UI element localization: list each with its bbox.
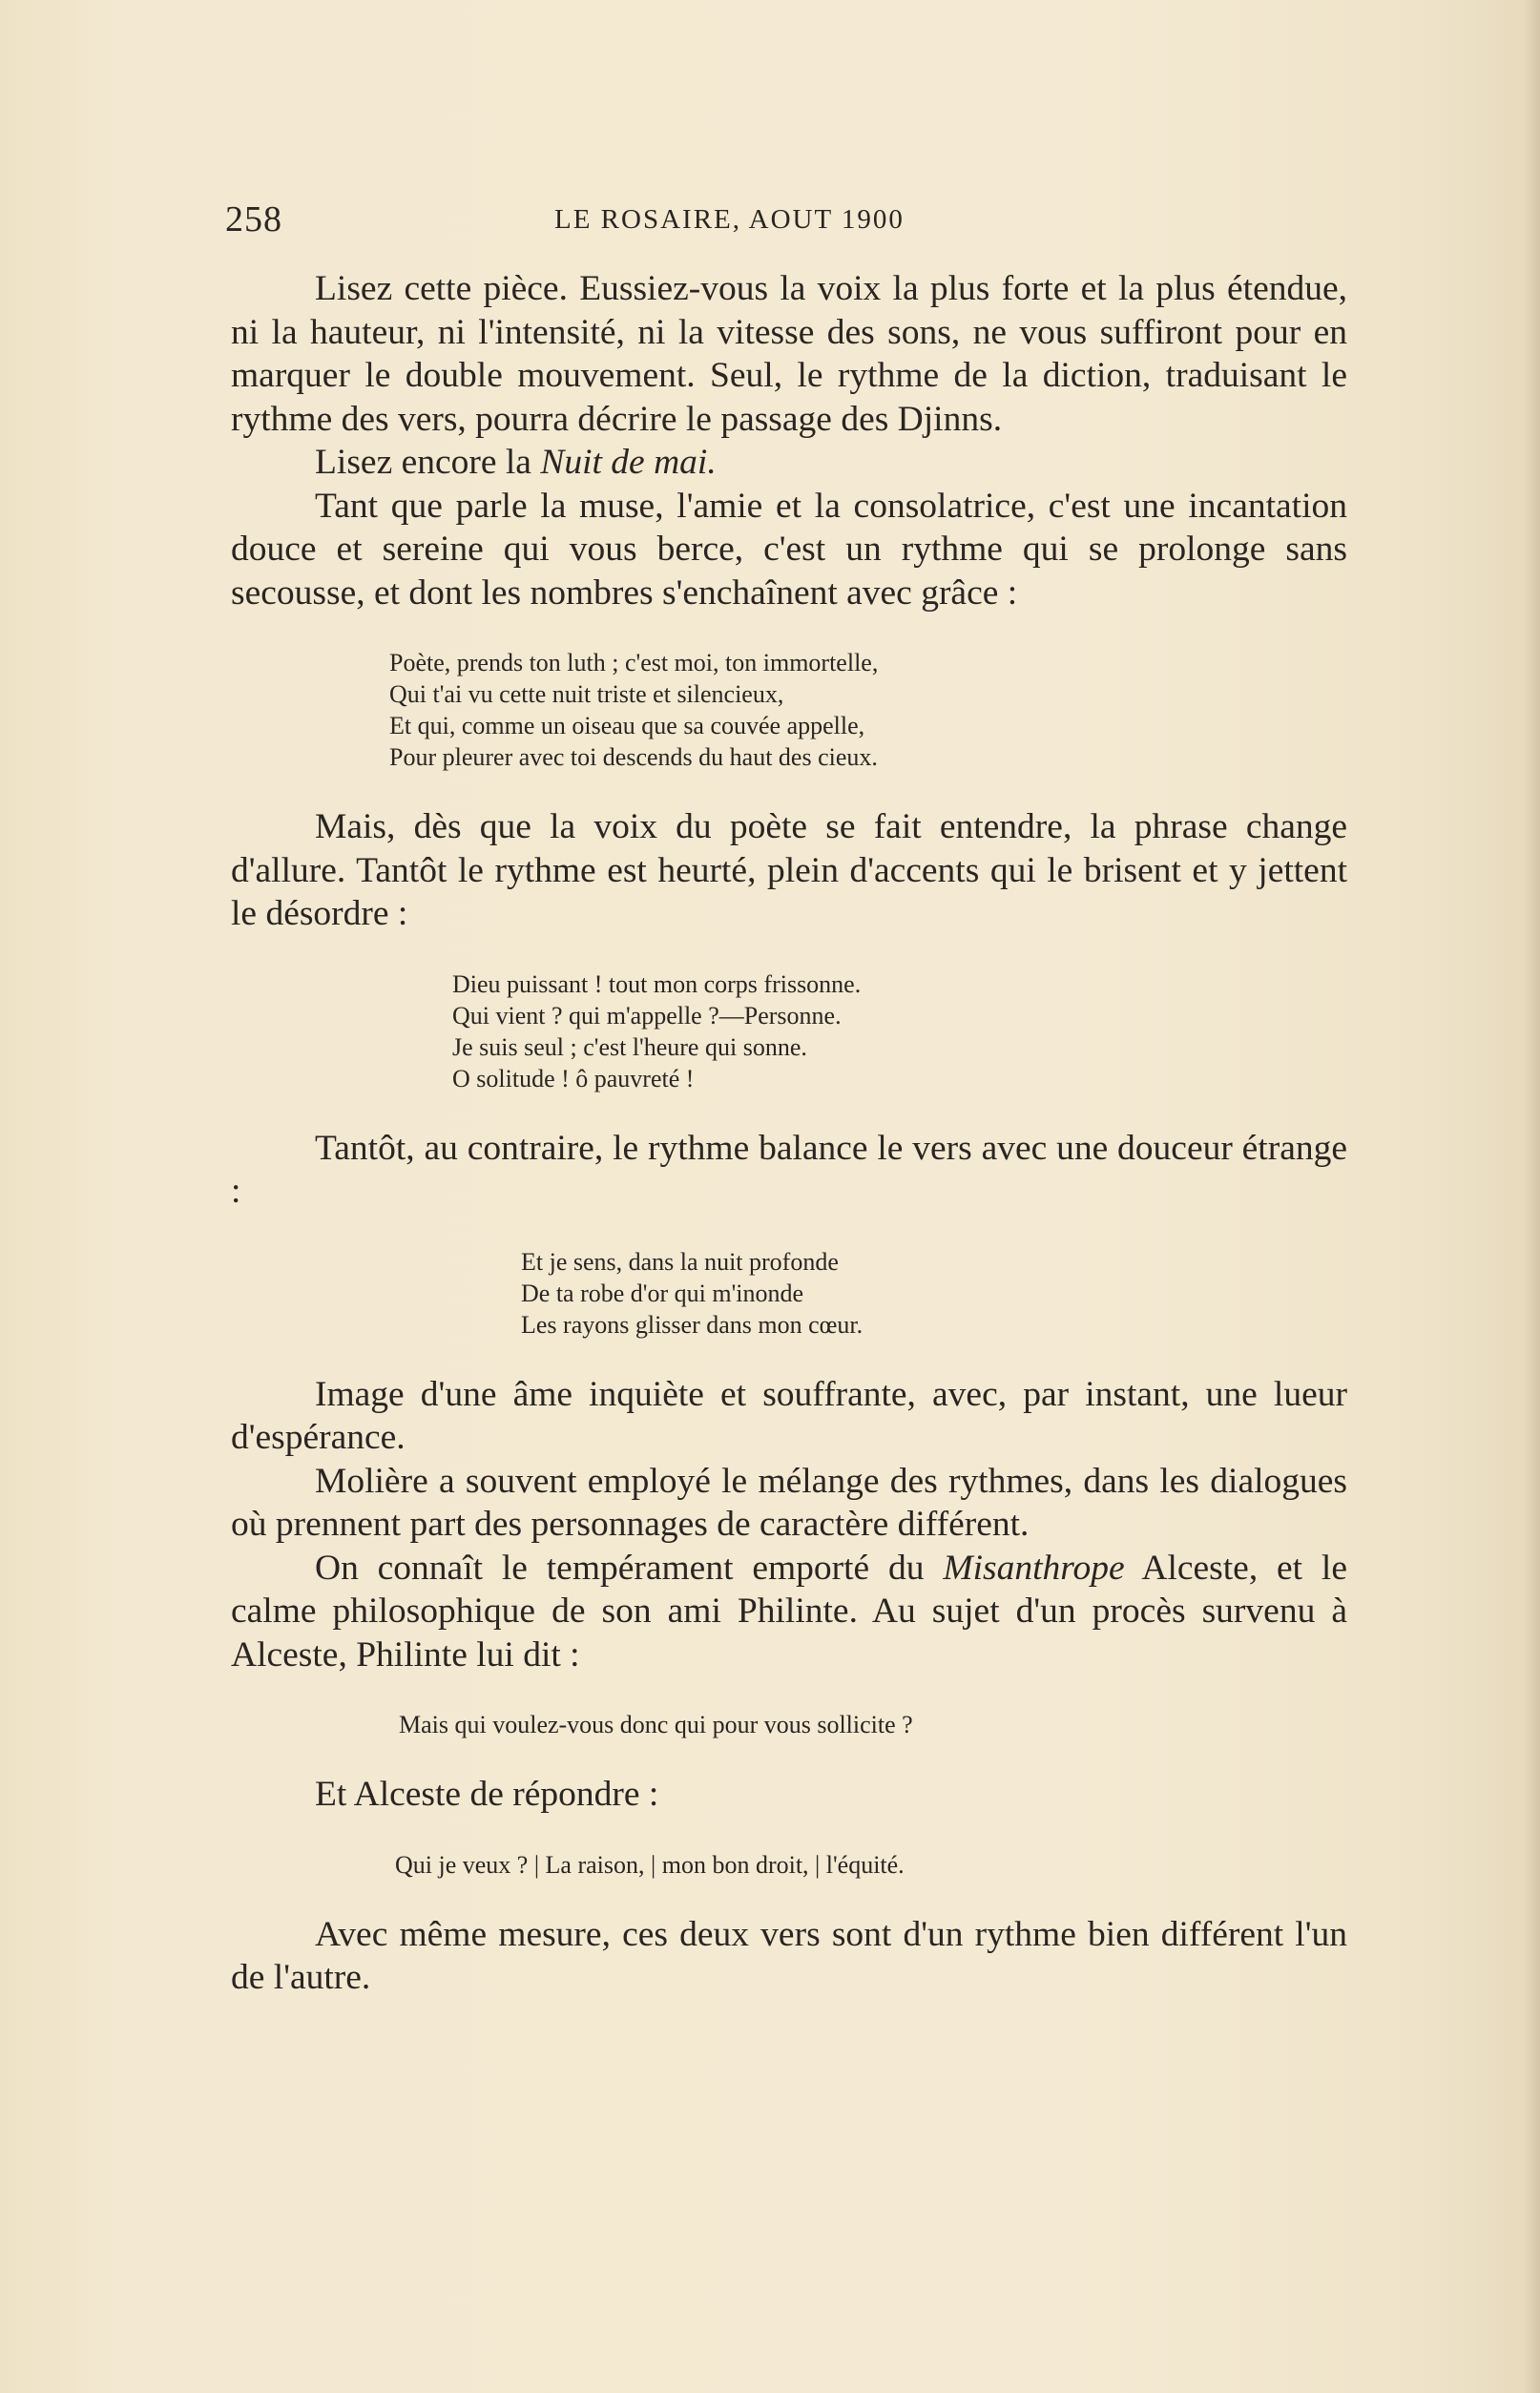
page-header	[225, 198, 1351, 246]
paragraph-8	[231, 1547, 1347, 1677]
verse-line: Les rayons glisser dans mon cœur.	[521, 1310, 864, 1339]
verse-quote-2	[452, 968, 1347, 1094]
verse-quote-4	[399, 1709, 1347, 1740]
work-title-nuit-de-mai: Nuit de mai.	[540, 443, 717, 482]
work-title-misanthrope: Misanthrope	[943, 1548, 1125, 1588]
verse-line: Qui t'ai vu cette nuit triste et silencieux,	[389, 680, 784, 708]
page-number: 258	[225, 199, 282, 239]
paragraph-5: Tantôt, au contraire, le rythme balance le vers avec une douceur étrange :	[231, 1128, 1347, 1211]
body-text	[231, 267, 1347, 2000]
verse-line: De ta robe d'or qui m'inonde	[521, 1279, 804, 1307]
paragraph-2	[231, 441, 1347, 485]
verse-quote-1	[389, 647, 1347, 773]
verse-line: Et je sens, dans la nuit profonde	[521, 1247, 839, 1276]
paragraph-3: Tant que parle la muse, l'amie et la consolatrice, c'est une incantation douce et sereine qui vous berce, c'est un rythme qui se prolonge sans secousse, et dont les nombres s'enchaînent avec grâce :	[231, 486, 1347, 613]
paragraph-9: Et Alceste de répondre :	[315, 1775, 659, 1814]
verse-quote-3	[521, 1246, 1347, 1341]
paragraph-8-lead: On connaît le tempérament emporté du	[315, 1548, 944, 1588]
verse-line: O solitude ! ô pauvreté !	[452, 1064, 695, 1092]
verse-line: Poète, prends ton luth ; c'est moi, ton immortelle,	[389, 649, 879, 676]
page-edge-shadow	[1523, 0, 1540, 2393]
paragraph-7: Molière a souvent employé le mélange des rythmes, dans les dialogues où prennent part des personnages de caractère différent.	[231, 1461, 1347, 1544]
paragraph-2-lead: Lisez encore la	[315, 443, 541, 482]
verse-line: Qui vient ? qui m'appelle ?—Personne.	[452, 1001, 842, 1030]
paragraph-8-rest: Alceste, et le calme philosophique de son ami Philinte. Au sujet d'un procès survenu à Alceste, Philinte lui dit :	[231, 1548, 1347, 1675]
paragraph-10: Avec même mesure, ces deux vers sont d'un rythme bien différent l'un de l'autre.	[231, 1914, 1347, 1997]
paragraph-6: Image d'une âme inquiète et souffrante, avec, par instant, une lueur d'espérance.	[231, 1374, 1347, 1457]
verse-line: Pour pleurer avec toi descends du haut des cieux.	[389, 743, 878, 771]
verse-quote-5	[395, 1849, 1347, 1881]
paragraph-1: Lisez cette pièce. Eussiez-vous la voix la plus forte et la plus étendue, ni la hauteur, ni l'intensité, ni la vitesse des sons, ne vous suffiront pour en marquer le double mouvement. Seul, le rythme de la diction, traduisant le rythme des vers, pourra décrire le passage des Djinns.	[231, 269, 1347, 439]
running-title: LE ROSAIRE, AOUT 1900	[554, 204, 905, 235]
verse-line: Et qui, comme un oiseau que sa couvée appelle,	[389, 712, 865, 739]
verse-line: Qui je veux ? | La raison, | mon bon droit, | l'équité.	[395, 1850, 905, 1879]
verse-line: Je suis seul ; c'est l'heure qui sonne.	[452, 1032, 807, 1061]
verse-line: Dieu puissant ! tout mon corps frissonne.	[452, 969, 862, 998]
verse-line: Mais qui voulez-vous donc qui pour vous sollicite ?	[399, 1711, 913, 1738]
paragraph-4: Mais, dès que la voix du poète se fait entendre, la phrase change d'allure. Tantôt le rythme est heurté, plein d'accents qui le brisent et y jettent le désordre :	[231, 807, 1347, 933]
